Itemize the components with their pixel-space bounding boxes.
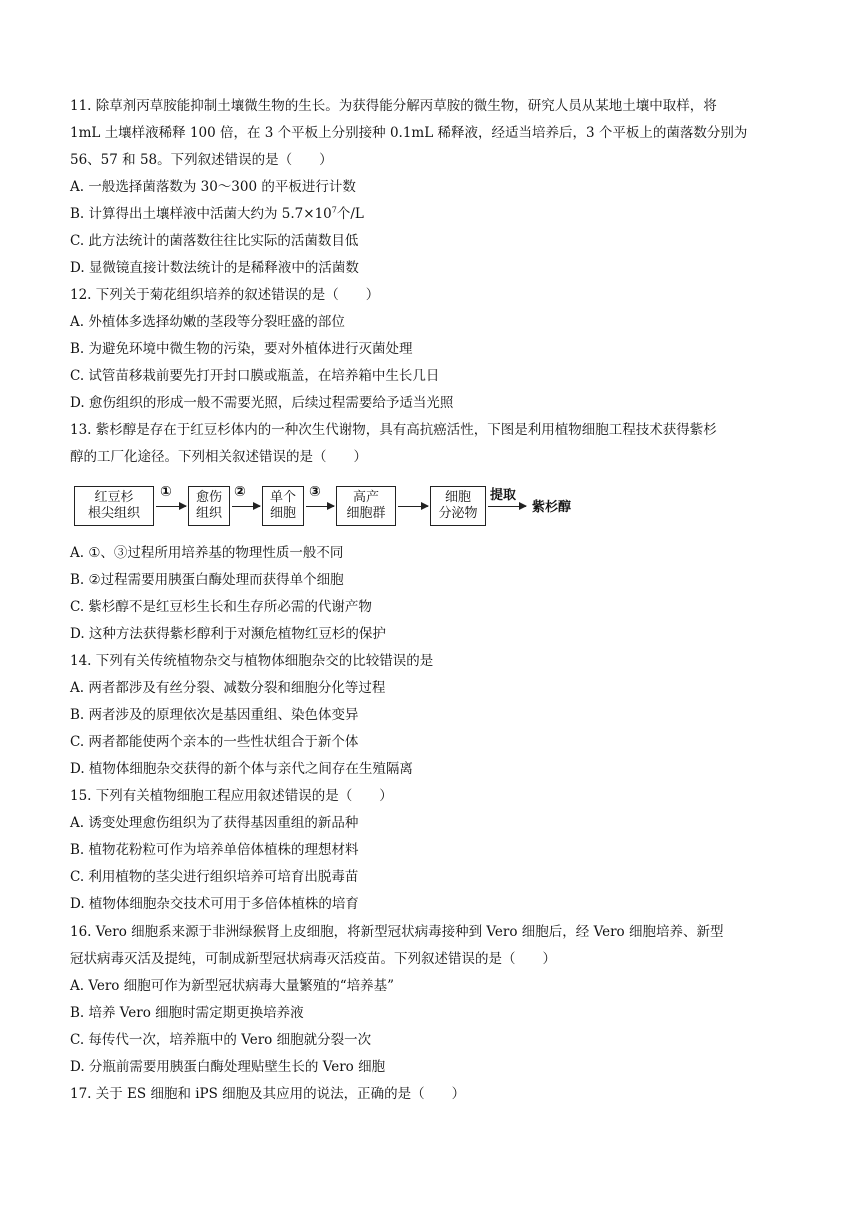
diagram-box-single-cell — [262, 486, 304, 526]
q13-option-c: C. 紫杉醇不是红豆杉生长和生存所必需的代谢产物 — [70, 599, 372, 615]
diagram-arrow-3 — [306, 506, 334, 507]
q14-option-c: C. 两者都能使两个亲本的一些性状组合于新个体 — [70, 734, 359, 750]
q16-stem-line1: 16. Vero 细胞系来源于非洲绿猴肾上皮细胞，将新型冠状病毒接种到 Vero 细胞后，经 Vero 细胞培养、新型 — [70, 924, 724, 940]
diagram-arrow-5 — [488, 506, 526, 507]
diagram-step-3-label: ③ — [309, 484, 321, 500]
q13-stem-line2: 醇的工厂化途径。下列相关叙述错误的是（ ） — [70, 449, 367, 465]
diagram-box-root-tissue-line2: 根尖组织 — [87, 506, 140, 521]
q13-option-d: D. 这种方法获得紫杉醇利于对濒危植物红豆杉的保护 — [70, 626, 386, 642]
q16-option-d: D. 分瓶前需要用胰蛋白酶处理贴壁生长的 Vero 细胞 — [70, 1059, 386, 1075]
q11-option-b — [70, 204, 805, 224]
q16-option-b: B. 培养 Vero 细胞时需定期更换培养液 — [70, 1005, 304, 1021]
q13-process-diagram — [74, 484, 594, 530]
q11-option-d: D. 显微镜直接计数法统计的是稀释液中的活菌数 — [70, 260, 359, 276]
q12-option-b: B. 为避免环境中微生物的污染，要对外植体进行灭菌处理 — [70, 341, 413, 357]
diagram-box-secretion-line1: 细胞 — [444, 490, 471, 505]
q13-option-b: B. ②过程需要用胰蛋白酶处理而获得单个细胞 — [70, 572, 344, 588]
q14-option-d: D. 植物体细胞杂交获得的新个体与亲代之间存在生殖隔离 — [70, 761, 413, 777]
diagram-box-callus — [188, 486, 230, 526]
q11-stem-line2: 1mL 土壤样液稀释 100 倍，在 3 个平板上分别接种 0.1mL 稀释液，经适当培养后，3 个平板上的菌落数分别为 — [70, 125, 748, 141]
diagram-box-single-cell-line1: 单个 — [269, 490, 296, 505]
diagram-box-high-yield-cells-line2: 细胞群 — [346, 506, 386, 521]
q11-option-c: C. 此方法统计的菌落数往往比实际的活菌数目低 — [70, 233, 359, 249]
diagram-step-1-label: ① — [160, 484, 172, 500]
diagram-arrow-1 — [156, 506, 186, 507]
q13-stem-line1: 13. 紫杉醇是存在于红豆杉体内的一种次生代谢物，具有高抗癌活性，下图是利用植物细胞工程技术获得紫杉 — [70, 422, 717, 438]
diagram-box-root-tissue — [74, 486, 154, 526]
diagram-extract-label: 提取 — [490, 488, 517, 503]
q16-stem-line2: 冠状病毒灭活及提纯，可制成新型冠状病毒灭活疫苗。下列叙述错误的是（ ） — [70, 951, 556, 967]
q11-option-a: A. 一般选择菌落数为 30～300 的平板进行计数 — [70, 179, 356, 195]
diagram-box-secretion — [430, 486, 486, 526]
q14-option-b: B. 两者涉及的原理依次是基因重组、染色体变异 — [70, 707, 359, 723]
q11-option-b-pre: B. 计算得出土壤样液中活菌大约为 5.7×10 — [70, 206, 332, 222]
q15-option-d: D. 植物体细胞杂交技术可用于多倍体植株的培育 — [70, 896, 359, 912]
q16-option-c: C. 每传代一次，培养瓶中的 Vero 细胞就分裂一次 — [70, 1032, 372, 1048]
q15-option-b: B. 植物花粉粒可作为培养单倍体植株的理想材料 — [70, 842, 359, 858]
diagram-box-callus-line1: 愈伤 — [195, 490, 222, 505]
q15-stem: 15. 下列有关植物细胞工程应用叙述错误的是（ ） — [70, 788, 393, 804]
q12-option-c: C. 试管苗移栽前要先打开封口膜或瓶盖，在培养箱中生长几日 — [70, 368, 440, 384]
q12-option-d: D. 愈伤组织的形成一般不需要光照，后续过程需要给予适当光照 — [70, 395, 454, 411]
diagram-box-high-yield-cells — [336, 486, 396, 526]
q11-stem-line1: 11. 除草剂丙草胺能抑制土壤微生物的生长。为获得能分解丙草胺的微生物，研究人员从某地土壤中取样，将 — [70, 98, 717, 114]
diagram-box-secretion-line2: 分泌物 — [438, 506, 478, 521]
q13-option-a: A. ①、③过程所用培养基的物理性质一般不同 — [70, 545, 344, 561]
q14-stem: 14. 下列有关传统植物杂交与植物体细胞杂交的比较错误的是 — [70, 653, 434, 669]
diagram-box-callus-line2: 组织 — [195, 506, 222, 521]
diagram-box-high-yield-cells-line1: 高产 — [352, 490, 379, 505]
q14-option-a: A. 两者都涉及有丝分裂、减数分裂和细胞分化等过程 — [70, 680, 386, 696]
diagram-product-label: 紫杉醇 — [532, 500, 572, 515]
q16-option-a: A. Vero 细胞可作为新型冠状病毒大量繁殖的“培养基” — [70, 978, 395, 994]
q12-option-a: A. 外植体多选择幼嫩的茎段等分裂旺盛的部位 — [70, 314, 345, 330]
diagram-step-2-label: ② — [234, 484, 246, 500]
diagram-arrow-4 — [398, 506, 428, 507]
q11-option-b-post: 个/L — [336, 206, 364, 222]
diagram-box-root-tissue-line1: 红豆杉 — [94, 490, 134, 505]
diagram-arrow-2 — [232, 506, 260, 507]
q12-stem: 12. 下列关于菊花组织培养的叙述错误的是（ ） — [70, 287, 380, 303]
q17-stem: 17. 关于 ES 细胞和 iPS 细胞及其应用的说法，正确的是（ ） — [70, 1086, 466, 1102]
q11-option-b-exponent: 7 — [331, 205, 337, 215]
q15-option-c: C. 利用植物的茎尖进行组织培养可培育出脱毒苗 — [70, 869, 359, 885]
q15-option-a: A. 诱变处理愈伤组织为了获得基因重组的新品种 — [70, 815, 359, 831]
diagram-box-single-cell-line2: 细胞 — [269, 506, 296, 521]
q11-stem-line3: 56、57 和 58。下列叙述错误的是（ ） — [70, 152, 333, 168]
